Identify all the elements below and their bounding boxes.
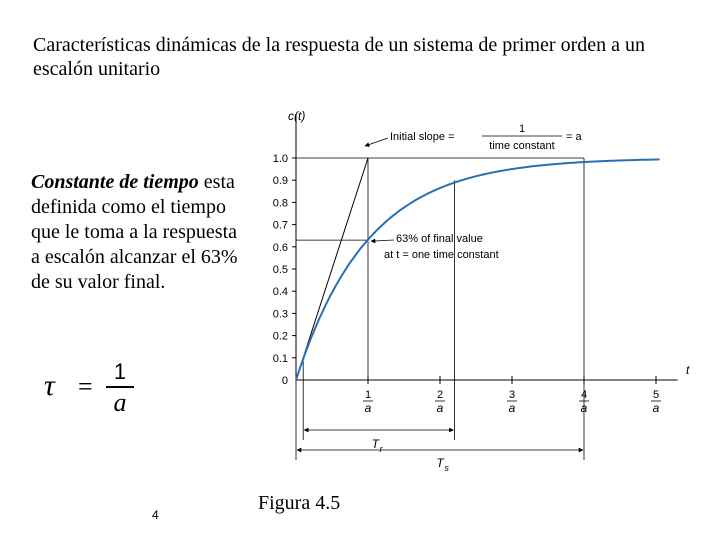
term-label: Constante de tiempo <box>31 171 199 193</box>
x-tick-numerator: 3 <box>508 389 516 401</box>
slope-rhs: = a <box>566 131 582 143</box>
y-axis-label: c(t) <box>288 109 306 123</box>
point-pointer <box>371 240 394 241</box>
annotations <box>297 123 583 473</box>
axes <box>296 114 678 380</box>
x-tick-denominator: a <box>364 401 372 415</box>
y-tick-label: 0.5 <box>272 264 288 276</box>
slope-numerator: 1 <box>518 123 526 135</box>
formula-tau: τ <box>44 369 55 402</box>
description-body: esta definida como el tiempo que le toma a la respuesta a escalón alcanzar el 63% de su valor final. <box>31 171 238 293</box>
y-tick-label: 0.7 <box>272 219 288 232</box>
y-tick-label: 0.3 <box>272 308 288 321</box>
x-tick-numerator: 1 <box>364 389 372 401</box>
x-tick-denominator: a <box>580 401 588 415</box>
slope-denominator: time constant <box>489 140 555 152</box>
x-tick-denominator: a <box>652 401 660 415</box>
slope-pointer <box>365 138 388 146</box>
formula-denominator: a <box>113 388 127 417</box>
x-tick-numerator: 5 <box>652 389 660 401</box>
rise-time-subscript: r <box>379 444 383 454</box>
figure-caption: Figura 4.5 <box>258 492 341 514</box>
step-response-chart <box>250 100 710 473</box>
formula-numerator: 1 <box>113 359 127 384</box>
y-tick-label: 0.8 <box>272 197 288 210</box>
y-tick-label: 0.6 <box>272 241 288 254</box>
y-axis-ticks <box>273 153 296 387</box>
x-axis-ticks <box>363 376 661 415</box>
x-tick-numerator: 2 <box>436 389 444 401</box>
y-tick-label: 0.2 <box>272 330 288 343</box>
y-tick-label: 0 <box>281 375 288 387</box>
settling-time-label: T <box>436 456 444 470</box>
response-curve <box>296 159 660 380</box>
x-tick-numerator: 4 <box>580 389 588 401</box>
response-curve-group <box>296 159 660 380</box>
slope-label: Initial slope = <box>390 131 455 143</box>
formula-equals: = <box>78 372 93 401</box>
time-constant-formula <box>40 355 150 425</box>
x-tick-denominator: a <box>508 401 516 415</box>
slide-number: 4 <box>152 508 159 522</box>
slide-title: Características dinámicas de la respuesta de un sistema de primer orden a un escalón unitario <box>33 34 645 80</box>
rise-time-label: T <box>371 437 379 451</box>
point-label-line-2: at t = one time constant <box>384 249 499 261</box>
description-text <box>31 170 246 295</box>
y-tick-label: 1.0 <box>272 153 288 165</box>
y-tick-label: 0.4 <box>272 286 288 299</box>
point-label-line-1: 63% of final value <box>396 233 483 245</box>
settling-time-subscript: s <box>444 463 449 473</box>
y-tick-label: 0.1 <box>272 352 288 365</box>
x-axis-label: t <box>686 363 690 377</box>
x-tick-denominator: a <box>436 401 444 415</box>
y-tick-label: 0.9 <box>272 175 288 188</box>
